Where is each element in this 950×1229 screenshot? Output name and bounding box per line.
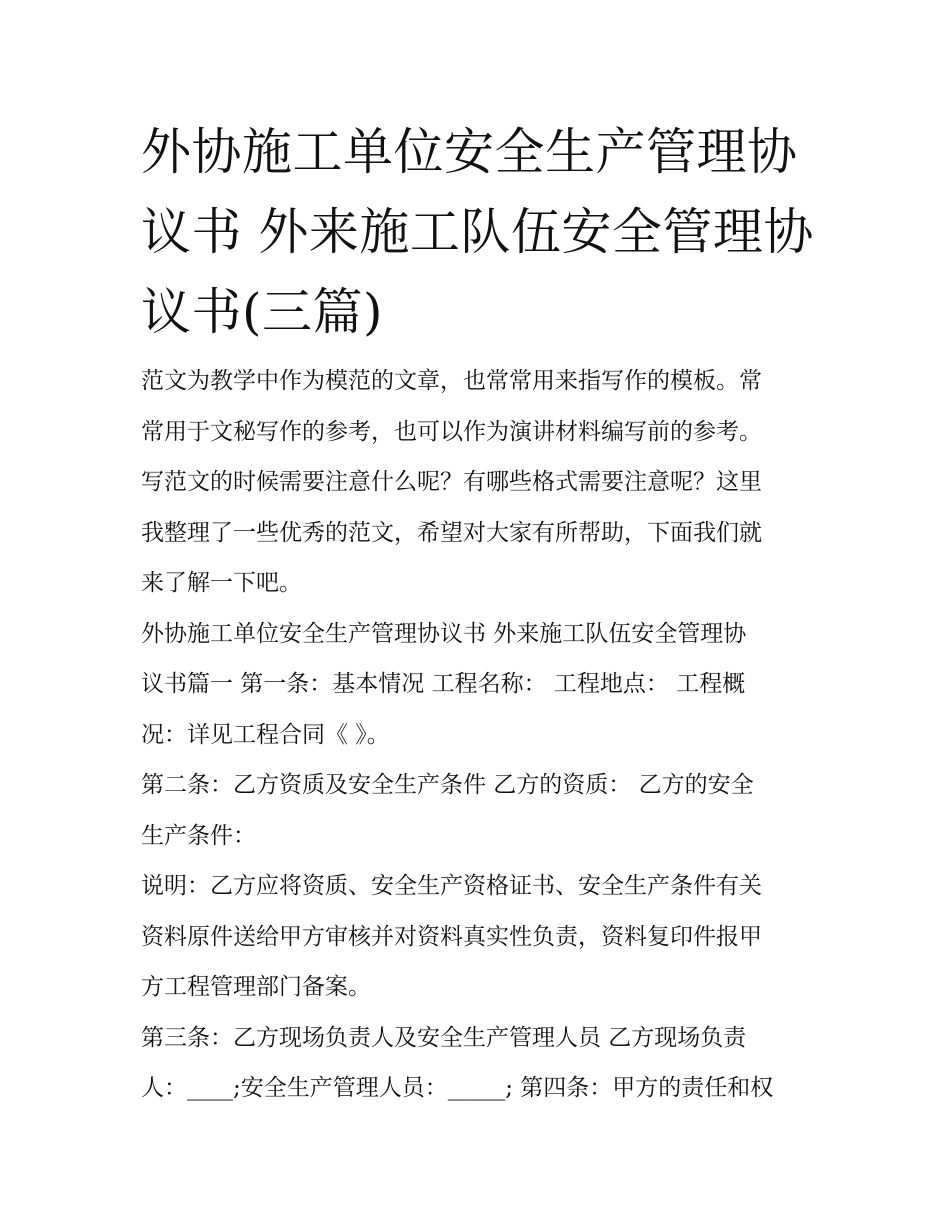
title-line: 议书(三篇) [141,283,384,341]
body-line: 议书篇一 第一条：基本情况 工程名称： 工程地点： 工程概 [141,671,746,697]
body-line: 说明：乙方应将资质、安全生产资格证书、安全生产条件有关 [141,873,762,899]
body-line: 常用于文秘写作的参考，也可以作为演讲材料编写前的参考。 [141,418,762,445]
body-line: 第二条：乙方资质及安全生产条件 乙方的资质： 乙方的安全 [141,772,754,798]
body-line: 我整理了一些优秀的范文，希望对大家有所帮助，下面我们就 [141,519,762,546]
body-line: 来了解一下吧。 [141,570,302,596]
body-line: 范文为教学中作为模范的文章，也常常用来指写作的模板。常 [141,368,762,394]
title-line: 外协施工单位安全生产管理协 [141,123,798,181]
document-title [141,112,821,352]
body-line: 况：详见工程合同《 》。 [141,721,390,748]
body-line: 资料原件送给甲方审核并对资料真实性负责，资料复印件报甲 [141,923,762,950]
body-line: 方工程管理部门备案。 [141,974,371,1000]
document-body [141,356,821,1114]
body-line: 写范文的时候需要注意什么呢？有哪些格式需要注意呢？这里 [141,469,762,495]
title-line: 议书 外来施工队伍安全管理协 [141,203,814,261]
body-line: 人：____;安全生产管理人员：_____; 第四条：甲方的责任和权 [141,1075,774,1101]
body-line: 外协施工单位安全生产管理协议书 外来施工队伍安全管理协 [141,620,747,647]
body-line: 生产条件： [141,822,256,849]
body-line: 第三条：乙方现场负责人及安全生产管理人员 乙方现场负责 [141,1024,747,1051]
